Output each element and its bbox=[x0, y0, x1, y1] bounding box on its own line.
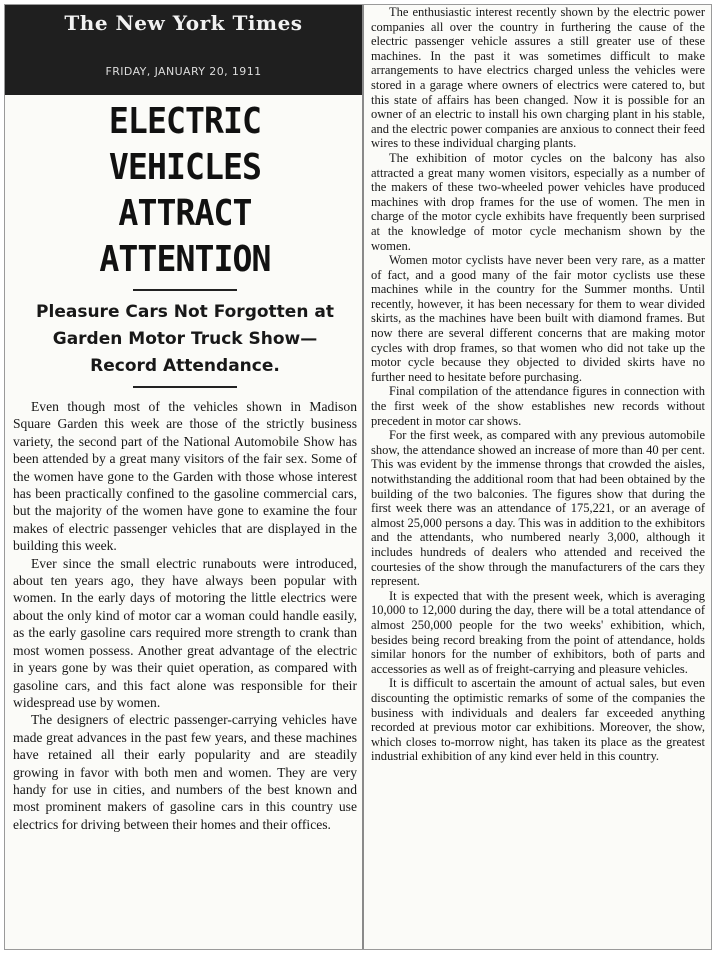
subheadline bbox=[13, 299, 357, 380]
subhead-line-2: Garden Motor Truck Show— bbox=[52, 329, 318, 349]
paragraph: For the first week, as compared with any previous automobile show, the attendance showed an increase of more than 40 per cent. This was evident by the immense throngs that crowded the aisles, notwithstanding the additional room that had been obtained by the building of the two balconies. The figures show that during the first week there was an attendance of 175,221, or an average of almost 25,000 persons a day. This was in addition to the exhibitors and the attendants, who numbered nearly 3,000, although it includes hundreds of dealers who attended and received the courtesies of the show through the manufacturers of the cars they represent. bbox=[371, 428, 705, 589]
headline-rule bbox=[133, 289, 237, 291]
subhead-rule bbox=[133, 386, 237, 388]
subhead-line-3: Record Attendance. bbox=[90, 356, 280, 376]
issue-date: FRIDAY, JANUARY 20, 1911 bbox=[105, 65, 262, 78]
right-body-text bbox=[371, 5, 705, 764]
paragraph: The designers of electric passenger-carrying vehicles have made great advances in the past few years, and these machines have retained all their early popularity and are steadily growing in favor with both men and women. They are very handy for use in cities, and numbers of the best known and most prominent makers of gasoline cars in this country use electrics for driving between their homes and their offices. bbox=[13, 712, 357, 832]
column-divider bbox=[362, 5, 364, 949]
right-column bbox=[371, 5, 705, 764]
paragraph: The exhibition of motor cycles on the balcony has also attracted a great many women visitors, especially as a number of the makers of these two-wheeled power vehicles have produced machines with drop frames for the use of women. The men in charge of the motor cycle exhibits have frequently been surprised at the knowledge of motor cycle mechanism shown by the women. bbox=[371, 150, 705, 253]
paragraph: Ever since the small electric runabouts were introduced, about ten years ago, they have always been popular with women. In the early days of motoring the little electrics were about the only kind of motor car a woman could handle easily, as the early gasoline cars required more strength to crank than most women possess. Another great advantage of the electric in years gone by was their quiet operation, as compared with gasoline cars, and this fact alone was responsible for their widespread use by women. bbox=[13, 555, 357, 710]
newspaper-title: The New York Times bbox=[64, 11, 303, 35]
left-body-text bbox=[13, 398, 357, 833]
paragraph: Final compilation of the attendance figures in connection with the first week of the show establishes new records without precedent in motor car shows. bbox=[371, 384, 705, 428]
paragraph: It is difficult to ascertain the amount of actual sales, but even discounting the optimistic remarks of some of the companies the business with individuals and dealers far exceeded anything recorded at previous motor car exhibitions. Moreover, the show, which closes to-morrow night, has taken its place as the greatest industrial exhibition of any kind ever held in this country. bbox=[371, 676, 705, 764]
subhead-line-1: Pleasure Cars Not Forgotten at bbox=[36, 302, 334, 322]
headline bbox=[27, 99, 343, 283]
paragraph: Women motor cyclists have never been very rare, as a matter of fact, and a good many of the fair motor cyclists use these machines while in the country for the Summer months. Until recently, however, it has been necessary for them to wear divided skirts, as the machines have been built with diamond frames. But now there are several different concerns that are making motor cycles with drop frames, so that women who did not take up the motor cycle because they objected to divided skirts have no further need to hesitate before purchasing. bbox=[371, 253, 705, 384]
paragraph: Even though most of the vehicles shown in Madison Square Garden this week are those of the strictly business variety, the second part of the National Automobile Show has been attended by a great many visitors of the fair sex. Some of the women have gone to the Garden with those whose interest has been practically confined to the gasoline commercial cars, but the majority of the women have gone to examine the four makes of electric passenger vehicles that are displayed in the building this week. bbox=[13, 399, 357, 554]
left-column bbox=[13, 99, 357, 833]
headline-line-1: ELECTRIC VEHICLES bbox=[108, 101, 262, 188]
headline-line-2: ATTRACT ATTENTION bbox=[99, 193, 271, 280]
masthead bbox=[5, 5, 362, 95]
paragraph: The enthusiastic interest recently shown by the electric power companies all over the country in furthering the cause of the electric passenger vehicle assures a still greater use of these machines. In the past it was sometimes difficult to make arrangements to have electrics charged unless the vehicles were stored in a garage where owners of electrics were catered to, but this state of affairs has been changed. Now it is possible for an owner of an electric to install his own charging plant in his stable, and the electric power companies are anxious to connect their feed wires to these individual charging plants. bbox=[371, 5, 705, 151]
paragraph: It is expected that with the present week, which is averaging 10,000 to 12,000 during the day, there will be a total attendance of almost 250,000 people for the two weeks' exhibition, which, besides being record breaking from the point of attendance, holds similar honors for the number of exhibitors, both of parts and accessories as well as of freight-carrying and pleasure vehicles. bbox=[371, 588, 705, 676]
newspaper-clipping bbox=[4, 4, 712, 950]
